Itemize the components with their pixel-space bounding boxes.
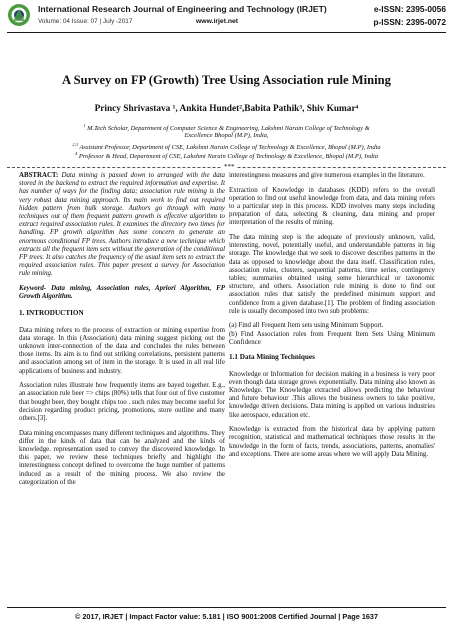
intro-paragraph-3: Data mining encompasses many different techniques and algorithms. They differ in the kinds of data that can be analyzed and the kinds of knowledge. representation used to convey the discovered knowledge. In this paper, we review these techniques briefly and highlight the interestingness concept defined to overcome the huge number of patterns induced as a result of the mining process. We also review the categorization of the bbox=[19, 429, 225, 486]
journal-website-link[interactable]: www.irjet.net bbox=[196, 18, 239, 25]
volume-issue: Volume: 04 Issue: 07 | July -2017 bbox=[38, 18, 133, 25]
right-paragraph-2: Extraction of Knowledge in databases (KDD) refers to the overall operation to find out useful knowledge from data, and data mining refers to a particular step in this process. KDD involves many steps including preparation of data, selecting & cleaning, data mining and proper interpretation of the results of mining. bbox=[229, 186, 435, 227]
subproblem-a: (a) Find all Frequent Item sets using Minimum Support. bbox=[229, 322, 384, 330]
e-issn: e-ISSN: 2395-0056 bbox=[373, 4, 446, 14]
journal-header bbox=[0, 0, 453, 32]
right-column bbox=[229, 172, 435, 465]
affiliation-1-cont: Excellence Bhopal (M.P), India, bbox=[184, 132, 269, 139]
right-paragraph-5: Knowledge or Information for decision making in a business is very poor even though data storage grows exponentially. Data mining also known as Knowledge. The Knowledge extracted allows predicting the behaviour and future behaviour .This allows the business owners to take positive, knowledge driven decisions. Data mining is applied on various industries like aerospace, education etc. bbox=[229, 370, 435, 419]
page-footer: © 2017, IRJET | Impact Factor value: 5.181 | ISO 9001:2008 Certified Journal | Page 1637 bbox=[74, 612, 379, 621]
keywords: Keyword- Data mining, Association rules, Apriori Algorithm, FP Growth Algorithm. bbox=[19, 285, 225, 301]
subproblem-b: (b) Find Association rules from Frequent Item Sets Using Minimum Confidence bbox=[229, 330, 435, 346]
header-rule bbox=[7, 32, 446, 33]
p-issn: p-ISSN: 2395-0072 bbox=[373, 17, 446, 27]
affiliation-1: $^1$ M.Tech Scholar, Department of Computer Science & Engineering, Lakshmi Narain College of Technology & bbox=[83, 123, 370, 133]
intro-paragraph-2: Association rules illustrate how frequently items are bayed together. E.g., an association rule beer => chips (80%) tells that four out of five customer that bought beer, they bought chips too . such rules may become useful for decision regarding product pricing, promotions, store outline and many others.[3]. bbox=[19, 382, 225, 423]
intro-paragraph-1: Data mining refers to the process of extraction or mining expertise from data storage. In this (Association) data mining suggest picking out the unknown inter-connection of the data and concludes the rules between those items. Its aim is to find out striking correlations, persistent patterns and association among set of item in the storage. It is used in all real life applications of business and industry. bbox=[19, 326, 225, 375]
journal-name: International Research Journal of Engineering and Technology (IRJET) bbox=[38, 4, 327, 14]
section-separator: *** bbox=[7, 167, 446, 168]
section-heading-introduction: 1. INTRODUCTION bbox=[19, 309, 84, 318]
irjet-logo-icon bbox=[7, 3, 31, 27]
affiliation-2: $^{2,3}$ Assistant Professor, Department of CSE, Lakshmi Narain College of Technology & Excellence, Bhopal (M.P), India bbox=[72, 142, 381, 152]
section-heading-techniques: 1.1 Data Mining Techniques bbox=[229, 353, 315, 362]
affiliation-3: $^4$ Professor & Head, Department of CSE, Lakshmi Narain College of Technology & Excellence, Bhopal (M.P), India bbox=[74, 151, 379, 161]
paper-title: A Survey on FP (Growth) Tree Using Association rule Mining bbox=[62, 73, 391, 87]
right-paragraph-6: Knowledge is extracted from the historical data by applying pattern recognition, statistical and mathematical techniques those results in the knowledge in the form of facts, trends, associations, patterns, anomalies' and exceptions. There are some areas where we will apply Data Mining. bbox=[229, 426, 435, 458]
left-column bbox=[19, 172, 225, 493]
right-paragraph-3: The data mining step is the adequate of previously unknown, valid, interesting, novel, potentially useful, and understandable patterns in big storage. The knowledge that we seek to discover describes patterns in the data as opposed to knowledge about the data itself. Classification rules, association rules, clusters, sequential patterns, time series, contingency tables; summaries obtained using some hierarchical or taxonomic structure, and others. Association rule mining is done to find out association rules that satisfy the predefined minimum support and confidence from a given database.[1]. The problem of finding association rule is usually decomposed into two sub problems: bbox=[229, 234, 435, 315]
right-paragraph-1: interestingness measures and give numerous examples in the literature. bbox=[229, 172, 425, 179]
paper-authors: Princy Shrivastava ¹, Ankita Hundet²,Babita Pathik³, Shiv Kumar⁴ bbox=[94, 104, 359, 114]
abstract: ABSTRACT: Data mining is passed down to arranged with the data stored in the backend to extract the required information and expertise. It has number of ways for the finding data; association rule mining is the very robust data mining approach. Its main work to find out required hidden pattern from bulk storage. Authors go through with many techniques out of them frequent pattern growth is effective algorithm to extract required association rules. It examines the directory two times for handling. FP growth algorithm has some concern to generate an enormous conditional FP trees. Authors introduce a new technique which extracts all the frequent item sets without the generation of the conditional FP trees. It also catches the frequency of the usual item sets to extract the required association rules. This paper present a survey for Association rule mining. bbox=[19, 172, 225, 278]
footer-rule bbox=[7, 607, 446, 608]
